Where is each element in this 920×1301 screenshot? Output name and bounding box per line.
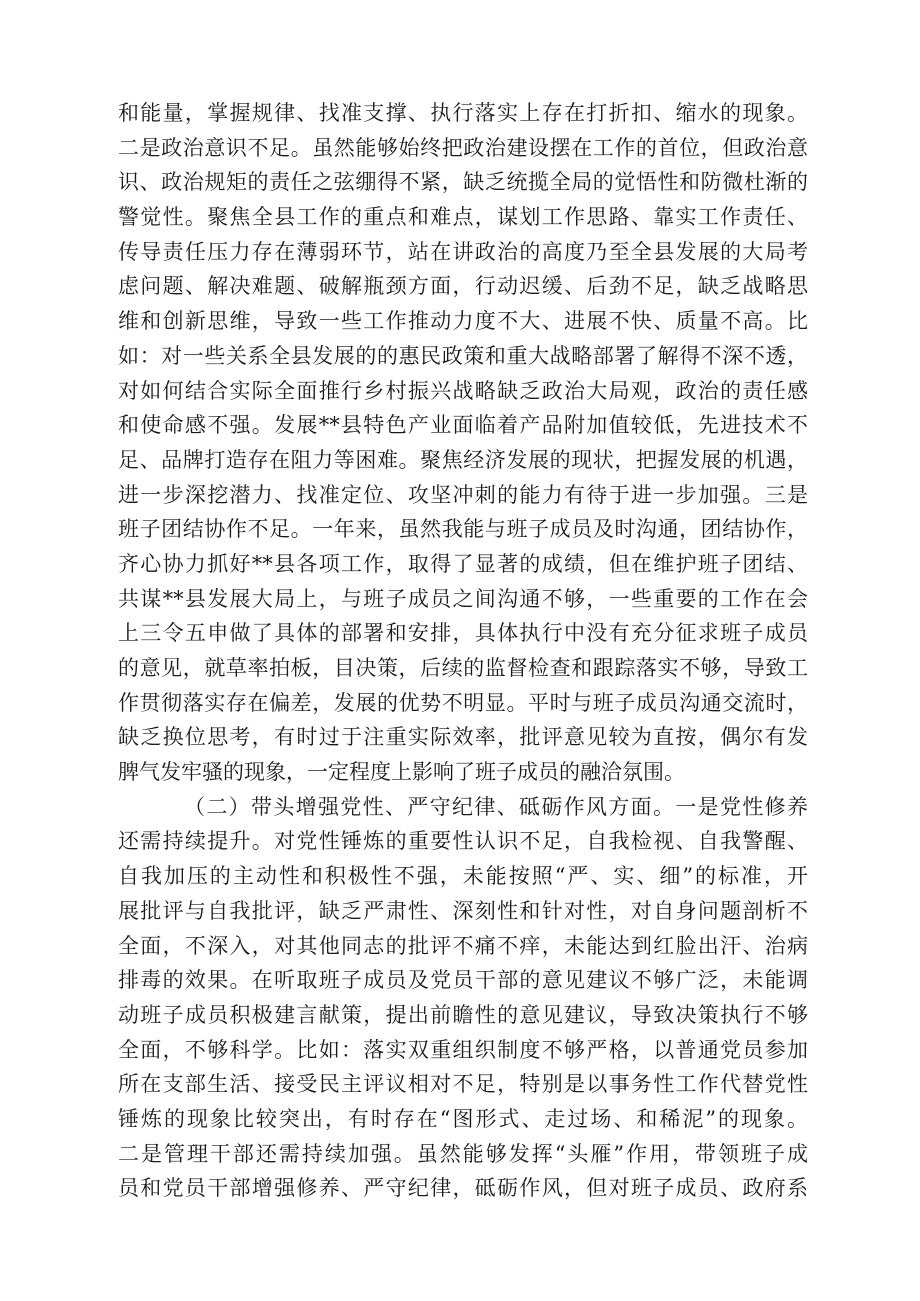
- text-line: 进一步深挖潜力、找准定位、攻坚冲刺的能力有待于进一步加强。三是: [118, 482, 808, 507]
- text-line: 所在支部生活、接受民主评议相对不足，特别是以事务性工作代替党性: [118, 1072, 808, 1097]
- text-line: 虑问题、解决难题、破解瓶颈方面，行动迟缓、后劲不足，缺乏战略思: [118, 274, 808, 299]
- text-line: 二是政治意识不足。虽然能够始终把政治建设摆在工作的首位，但政治意: [118, 135, 808, 160]
- text-line: 共谋**县发展大局上，与班子成员之间沟通不够，一些重要的工作在会: [118, 586, 808, 611]
- text-line: 全面，不深入，对其他同志的批评不痛不痒，未能达到红脸出汗、治病: [118, 933, 808, 958]
- text-line: 齐心协力抓好**县各项工作，取得了显著的成绩，但在维护班子团结、: [118, 551, 808, 576]
- text-line: 缺乏换位思考，有时过于注重实际效率，批评意见较为直按，偶尔有发: [118, 725, 808, 750]
- document-body: [118, 96, 808, 1206]
- text-line: 识、政治规矩的责任之弦绷得不紧，缺乏统揽全局的觉悟性和防微杜渐的: [118, 170, 808, 195]
- text-line: 警觉性。聚焦全县工作的重点和难点，谋划工作思路、靠实工作责任、: [118, 205, 808, 230]
- text-line: 传导责任压力存在薄弱环节，站在讲政治的高度乃至全县发展的大局考: [118, 239, 808, 264]
- text-line: 展批评与自我批评，缺乏严肃性、深刻性和针对性，对自身问题剖析不: [118, 898, 808, 923]
- text-line: 还需持续提升。对党性锤炼的重要性认识不足，自我检视、自我警醒、: [118, 829, 808, 854]
- text-line: 员和党员干部增强修养、严守纪律，砥砺作风，但对班子成员、政府系: [118, 1176, 808, 1201]
- text-line: 班子团结协作不足。一年来，虽然我能与班子成员及时沟通，团结协作，: [118, 517, 808, 542]
- text-line: 上三令五申做了具体的部署和安排，具体执行中没有充分征求班子成员: [118, 621, 808, 646]
- text-line: （二）带头增强党性、严守纪律、砥砺作风方面。一是党性修养: [184, 794, 808, 819]
- text-line: 足、品牌打造存在阻力等困难。聚焦经济发展的现状，把握发展的机遇，: [118, 447, 808, 472]
- text-line: 自我加压的主动性和积极性不强，未能按照“严、实、细”的标准，开: [118, 864, 808, 889]
- text-line: 动班子成员积极建言献策，提出前瞻性的意见建议，导致决策执行不够: [118, 1002, 808, 1027]
- text-line: 如：对一些关系全县发展的的惠民政策和重大战略部署了解得不深不透，: [118, 343, 808, 368]
- text-line: 和能量，掌握规律、找准支撑、执行落实上存在打折扣、缩水的现象。: [118, 101, 808, 125]
- text-line: 的意见，就草率拍板，目决策，后续的监督检查和跟踪落实不够，导致工: [118, 656, 808, 680]
- text-line: 排毒的效果。在听取班子成员及党员干部的意见建议不够广泛，未能调: [118, 968, 808, 993]
- text-line: 和使命感不强。发展**县特色产业面临着产品附加值较低，先进技术不: [118, 413, 808, 438]
- text-line: 脾气发牢骚的现象，一定程度上影响了班子成员的融洽氛围。: [118, 760, 685, 785]
- text-line: 对如何结合实际全面推行乡村振兴战略缺乏政治大局观，政治的责任感: [118, 378, 808, 403]
- text-line: 二是管理干部还需持续加强。虽然能够发挥“头雁”作用，带领班子成: [118, 1141, 808, 1166]
- text-line: 全面，不够科学。比如：落实双重组织制度不够严格，以普通党员参加: [118, 1037, 808, 1062]
- text-line: 维和创新思维，导致一些工作推动力度不大、进展不快、质量不高。比: [118, 309, 808, 334]
- text-line: 作贯彻落实存在偏差，发展的优势不明显。平时与班子成员沟通交流时，: [118, 690, 808, 715]
- text-line: 锤炼的现象比较突出，有时存在“图形式、走过场、和稀泥”的现象。: [118, 1106, 808, 1131]
